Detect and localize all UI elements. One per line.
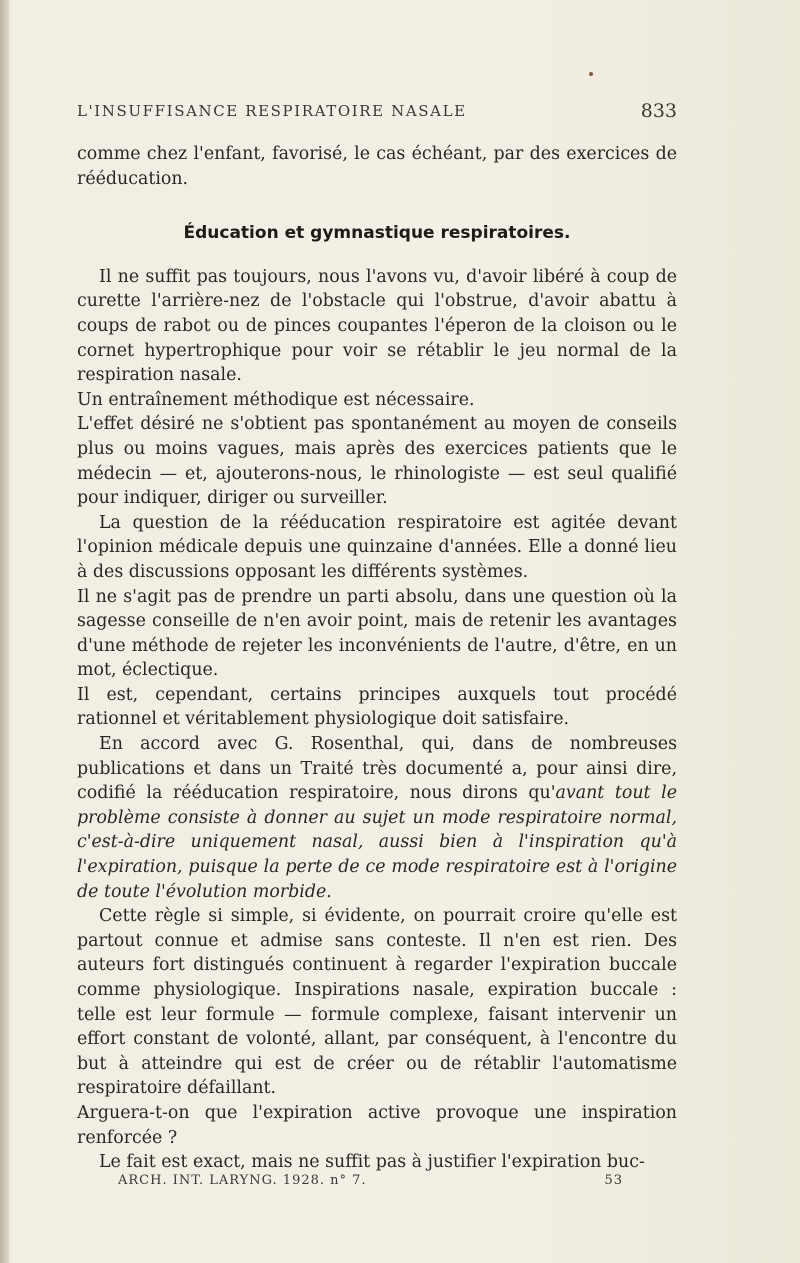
paragraph: Il est, cependant, certains principes auxquels tout procédé rationnel et véritablement physiologique doit satisfaire. [77,684,677,730]
body-text [77,142,677,1175]
italic-quote: avant tout le problème consiste à donner au sujet un mode respiratoire normal, c'est-à-dire uniquement nasal, aussi bien à l'inspiration qu'à l'expiration, puisque la perte de ce mode respiratoire est à l'origine de toute l'évolution morbide. [77,783,677,902]
paragraph: Il ne s'agit pas de prendre un parti absolu, dans une question où la sagesse conseille de n'en avoir point, mais de retenir les avantages d'une méthode de rejeter les inconvénients de l'autre, d'être, en un mot, éclectique. [77,586,677,681]
running-header [77,102,677,120]
page-number: 833 [640,100,677,122]
ink-spot [589,72,593,76]
page-footer [118,1173,623,1188]
paragraph-continuation: comme chez l'enfant, favorisé, le cas échéant, par des exercices de rééducation. [77,144,677,189]
paragraph: Arguera-t-on que l'expiration active provoque une inspiration renforcée ? [77,1102,677,1148]
paragraph: Cette règle si simple, si évidente, on pourrait croire qu'elle est partout connue et admise sans conteste. Il n'en est rien. Des auteurs fort distingués continuent à regarder l'expiration buccale comme physiologique. Inspirations nasale, expiration buccale : telle est leur formule — formule complexe, faisant intervenir un effort constant de volonté, allant, par conséquent, à l'encontre du but à atteindre qui est de créer ou de rétablir l'automatisme respiratoire défaillant. [77,906,677,1099]
paragraph: L'effet désiré ne s'obtient pas spontanément au moyen de conseils plus ou moins vagues, mais après des exercices patients que le médecin — et, ajouterons-nous, le rhinologiste — est seul qualifié pour indiquer, diriger ou surveiller. [77,414,677,509]
journal-reference: ARCH. INT. LARYNG. 1928. n° 7. [118,1173,367,1188]
page-edge-shadow [0,0,9,1263]
paragraph: Un entraînement méthodique est nécessaire. [77,389,475,410]
paragraph-text: En accord avec G. Rosenthal, qui, dans de nombreuses publications et dans un Traité très documenté a, pour ainsi dire, codifié la rééducation respiratoire, nous dirons qu' [77,734,677,804]
paragraph: Il ne suffit pas toujours, nous l'avons vu, d'avoir libéré à coup de curette l'arrière-nez de l'obstacle qui l'obstrue, d'avoir abattu à coups de rabot ou de pinces coupantes l'éperon de la cloison ou le cornet hypertrophique pour voir se rétablir le jeu normal de la respiration nasale. [77,266,677,386]
section-heading: Éducation et gymnastique respiratoires. [183,223,571,244]
paragraph: Le fait est exact, mais ne suffit pas à justifier l'expiration buc- [99,1152,645,1173]
paragraph: La question de la rééducation respiratoire est agitée devant l'opinion médicale depuis une quinzaine d'années. Elle a donné lieu à des discussions opposant les différents systèmes. [77,512,677,582]
running-title: L'INSUFFISANCE RESPIRATOIRE NASALE [77,102,467,120]
signature-mark: 53 [604,1173,623,1188]
paragraph-rosenthal [77,732,677,904]
